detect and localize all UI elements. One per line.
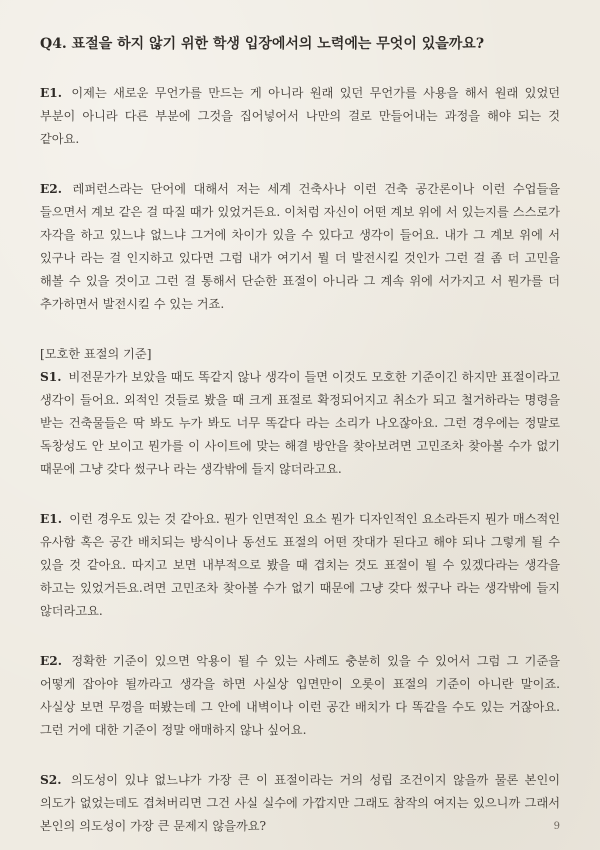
section-heading: [모호한 표절의 기준] — [40, 347, 152, 361]
speaker-label: S1. — [40, 370, 62, 384]
answer-paragraph — [40, 366, 560, 481]
answer-text: 이제는 새로운 무언가를 만드는 게 아니라 원래 있던 무언가를 사용을 해서 원래 있었던 부분이 아니라 다른 부분에 그것을 집어넣어서 나만의 걸로 만들어내는 과정을 해야 되는 것 같아요. — [40, 86, 560, 146]
answer-text: 정확한 기준이 있으면 악용이 될 수 있는 사례도 충분히 있을 수 있어서 그럼 그 기준을 어떻게 잡아야 될까라고 생각을 하면 사실상 입면만이 오롯이 표절의 기준이 아니란 말이죠. 사실상 보면 무껑을 떠봤는데 그 안에 내벽이나 이런 공간 배치가 다 똑같을 수도 있는 거잖아요. 그런 거에 대한 기준이 정말 애매하지 않나 싶어요. — [40, 654, 561, 737]
answer-paragraph — [40, 769, 560, 838]
answer-text: 의도성이 있냐 없느냐가 가장 큰 이 표절이라는 거의 성립 조건이지 않을까 물론 본인이 의도가 없었는데도 겹쳐버리면 그건 사실 실수에 가깝지만 그래도 참작의 여지는 있으니까 그래서 본인의 의도성이 가장 큰 문제지 않을까요? — [40, 773, 560, 833]
speaker-label: S2. — [40, 773, 62, 787]
speaker-label: E2. — [40, 182, 63, 196]
page-number: 9 — [553, 821, 560, 832]
answer-text: 레퍼런스라는 단어에 대해서 저는 세계 건축사나 이런 건축 공간론이나 이런 수업들을 들으면서 계보 같은 걸 따질 때가 있었거든요. 이처럼 자신이 어떤 계보 위에 서 있는지를 스스로가 자각을 하고 있느냐 없느냐 그거에 차이가 있을 수 있다고 생각이 들어요. 내가 그 계보 위에 서 있구나 라는 걸 인지하고 있다면 그럼 내가 여기서 뭘 더 발전시킬 것인가 그런 걸 좀 더 고민을 해볼 수 있을 것이고 그런 걸 통해서 단순한 표절이 아니라 그 계속 위에 서가지고 서 뭔가를 더 추가하면서 발전시킬 수 있는 거죠. — [40, 182, 560, 311]
answer-paragraph — [40, 178, 560, 316]
answer-text: 이런 경우도 있는 것 같아요. 뭔가 인면적인 요소 뭔가 디자인적인 요소라든지 뭔가 매스적인 유사함 혹은 공간 배치되는 방식이나 동선도 표절의 어떤 잣대가 된다고 해야 되나 그렇게 될 수 있을 것 같아요. 따지고 보면 내부적으로 봤을 때 겹치는 것도 표절이 될 수 있겠다라는 생각을 하고는 있었거든요.려면 고민조차 찾아볼 수가 없기 때문에 그냥 갖다 썼구나 라는 생각밖에 들지 않더라고요. — [40, 512, 561, 618]
speaker-label: E1. — [40, 86, 63, 100]
answer-text: 비전문가가 보았을 때도 똑같지 않나 생각이 들면 이것도 모호한 기준이긴 하지만 표절이라고 생각이 들어요. 외적인 것들로 봤을 때 크게 표절로 확정되어지고 취소가 되고 철거하라는 명령을 받는 건축물들은 딱 봐도 누가 봐도 너무 똑같다 라는 소리가 나오잖아요. 그런 경우에는 정말로 독창성도 안 보이고 뭔가를 이 사이트에 맞는 해결 방안을 찾아보려면 고민조차 찾아볼 수가 없기 때문에 그냥 갖다 썼구나 라는 생각밖에 들지 않더라고요. — [40, 370, 561, 476]
answer-paragraph — [40, 82, 560, 151]
speaker-label: E2. — [40, 654, 63, 668]
answer-paragraph — [40, 508, 560, 623]
speaker-label: E1. — [40, 512, 63, 526]
question-heading: Q4. 표절을 하지 않기 위한 학생 입장에서의 노력에는 무엇이 있을까요? — [40, 36, 485, 52]
answer-paragraph — [40, 650, 560, 742]
